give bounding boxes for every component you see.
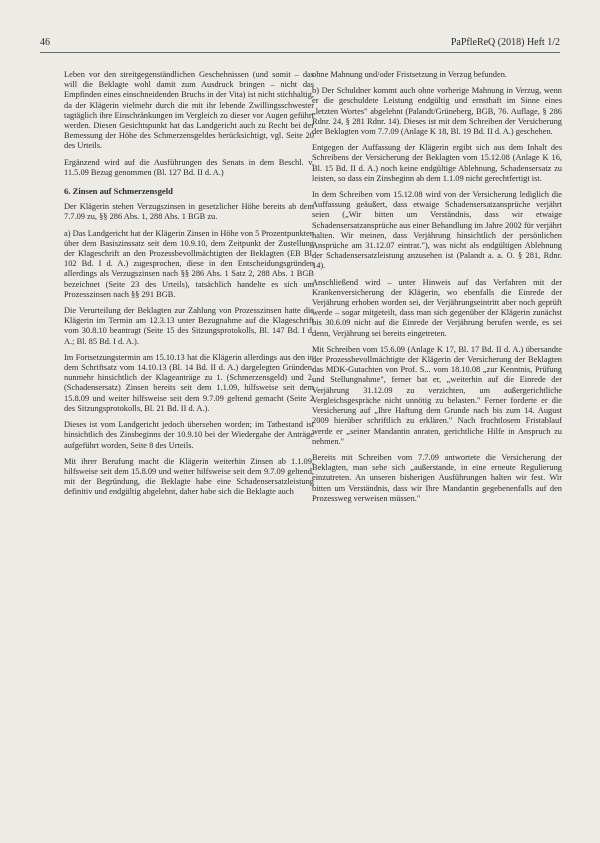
journal-citation: PaPfleReQ (2018) Heft 1/2 bbox=[450, 37, 560, 48]
section-heading: 6. Zinsen auf Schmerzensgeld bbox=[64, 186, 173, 197]
paragraph: Die Verurteilung der Beklagten zur Zahlung von Prozesszinsen hatte die Klägerin im Termin am 12.3.13 unter Bezugnahme auf die Klageschrift vom 30.8.10 beantragt (Seite 15 des Sitzungsprotokolls, Bl. 147 Bd. I d. A.; Bl. 85 Bd. I d. A.). bbox=[64, 306, 314, 346]
paragraph: Bereits mit Schreiben vom 7.7.09 antwortete die Versicherung der Beklagten, man sehe sich „außerstande, in eine erneute Regulierung einzutreten. An unseren bisherigen Ausführungen halten wir fest. Wir bitten um Verständnis, dass wir Ihre Mandantin gegebenenfalls auf den Prozessweg verweisen müssen." bbox=[312, 452, 562, 503]
paragraph: Der Klägerin stehen Verzugszinsen in gesetzlicher Höhe bereits ab dem 7.7.09 zu, §§ 286 Abs. 1, 288 Abs. 1 BGB zu. bbox=[64, 202, 314, 222]
paragraph: b) Der Schuldner kommt auch ohne vorherige Mahnung in Verzug, wenn er die geschuldete Leistung endgültig und ernsthaft im Sinne eines „letzten Wortes" abgelehnt (Palandt/Grüneberg, BGB, 76. Auflage, § 286 Rdnr. 24, § 281 Rdnr. 14). Dieses ist mit dem Schreiben der Versicherung der Beklagten vom 7.7.09 (Anlage K 18, Bl. 19 Bd. II d. A.) geschehen. bbox=[312, 86, 562, 137]
paragraph: Dieses ist vom Landgericht jedoch übersehen worden; im Tatbestand ist hinsichtlich des Zinsbeginns der 10.9.10 bei der Wiedergabe der Anträge aufgeführt worden, Seite 8 des Urteils. bbox=[64, 420, 314, 450]
right-column bbox=[312, 70, 562, 510]
paragraph: Im Fortsetzungstermin am 15.10.13 hat die Klägerin allerdings aus den in dem Schriftsatz vom 14.10.13 (Bl. 14 Bd. II d. A.) dargelegten Gründen, nunmehr hinsichtlich der Klageanträge zu 1. (Schmerzensgeld) und 2. (Schadensersatz) Zinsen bereits seit dem 1.1.09, hilfsweise seit dem 15.8.09 und weiter hilfsweise seit dem 9.7.09 geltend gemacht (Seite 2 des Sitzungsprotokolls, Bl. 21 Bd. II d. A.). bbox=[64, 352, 314, 413]
paragraph: Leben vor den streitgegenständlichen Geschehnissen (und somit – das will die Beklagte wohl damit zum Ausdruck bringen – nicht das Empfinden eines einschneidenden Bruchs in der Vita) ist nicht stichhaltig, da der Klägerin vielmehr durch die mit ihr lebende Zwillingsschwester tagtäglich ihre Einschränkungen im Vergleich zu dieser vor Augen geführt werden. Diesen Gesichtspunkt hat das Landgericht auch zu Recht bei der Bemessung der Höhe des Schmerzensgeldes berücksichtigt, vgl. Seite 20 des Urteils. bbox=[64, 70, 314, 151]
paragraph: ohne Mahnung und/oder Fristsetzung in Verzug befunden. bbox=[312, 70, 507, 79]
paragraph: Mit Schreiben vom 15.6.09 (Anlage K 17, Bl. 17 Bd. II d. A.) übersandte der Prozessbevollmächtigte der Klägerin der Versicherung der Beklagten das MDK-Gutachten von Prof. S... vom 18.10.08 „zur Kenntnis, Prüfung und Stellungnahme", ferner bat er, „weiterhin auf die Einrede der Verjährung 31.12.09 zu verzichten, um außergerichtliche Vergleichsgespräche nicht unnötig zu belasten." Ferner forderte er die Versicherung auf „Ihre Haftung dem Grunde nach bis zum 14. August 2009 hierüber schriftlich zu erklären." Nach fruchtlosem Fristablauf werde er „seiner Mandantin anraten, gerichtliche Hilfe in Anspruch zu nehmen." bbox=[312, 344, 562, 446]
paragraph: Ergänzend wird auf die Ausführungen des Senats in dem Beschl. v. 11.5.09 Bezug genommen (Bl. 127 Bd. II d. A.) bbox=[64, 157, 314, 177]
page-header bbox=[40, 36, 560, 50]
page-number: 46 bbox=[40, 37, 50, 48]
paragraph: Mit ihrer Berufung macht die Klägerin weiterhin Zinsen ab 1.1.09, hilfsweise seit dem 15.8.09 und weiter hilfsweise seit dem 9.7.09 geltend, mit der Begründung, die Beklagte habe eine Schadensersatzleistung definitiv und endgültig abgelehnt, daher habe sich die Beklagte auch bbox=[64, 456, 314, 497]
header-rule bbox=[40, 52, 560, 53]
paragraph: Entgegen der Auffassung der Klägerin ergibt sich aus dem Inhalt des Schreibens der Versicherung der Beklagten vom 15.12.08 (Anlage K 16, Bl. 15 Bd. II d. A.) noch keine endgültige Ablehnung, Schadensersatz zu leisten, so dass ein Zinsbeginn ab dem 1.1.09 nicht gerechtfertigt ist. bbox=[312, 143, 562, 183]
left-column bbox=[64, 70, 314, 504]
paragraph: a) Das Landgericht hat der Klägerin Zinsen in Höhe von 5 Prozentpunkten über dem Basiszinssatz seit dem 10.9.10, dem Zeitpunkt der Zustellung der Klageschrift an den Prozessbevollmächtigten der Beklagten (EB Bl. 102 Bd. I d. A.) zugesprochen, diese in den Entscheidungsgründen allerdings als Verzugszinsen nach §§ 286 Abs. 1 Satz 2, 288 Abs. 1 BGB bezeichnet (Seite 23 des Urteils), tatsächlich handelte es sich um Prozesszinsen nach §§ 291 BGB. bbox=[64, 228, 315, 299]
paragraph: Anschließend wird – unter Hinweis auf das Verfahren mit der Krankenversicherung der Klägerin, wo ebenfalls die Einrede der Verjährung erhoben worden sei, der Verjährungseintritt aber noch geprüft werde – sogar mitgeteilt, dass man sich gegenüber der Klägerin zunächst bis 30.6.09 nicht auf die Einrede der Verjährung berufen werde, es sei denn, Verjährung sei bereits eingetreten. bbox=[312, 277, 562, 338]
paragraph: In dem Schreiben vom 15.12.08 wird von der Versicherung lediglich die Auffassung geäußert, dass etwaige Schadensersatzansprüche verjährt seien („Wir bitten um Verständnis, dass wir etwaige Schadensersatzansprüche aus einer Behandlung im Jahre 2002 für verjährt halten. Wir meinen, dass Verjährung hinsichtlich der persönlichen Ansprüche am 31.12.07 eintrat."), was nicht als endgültigen Ablehnung der Schadensersatzleistung anzusehen ist (Palandt a. a. O. § 281, Rdnr. 14). bbox=[312, 190, 562, 271]
